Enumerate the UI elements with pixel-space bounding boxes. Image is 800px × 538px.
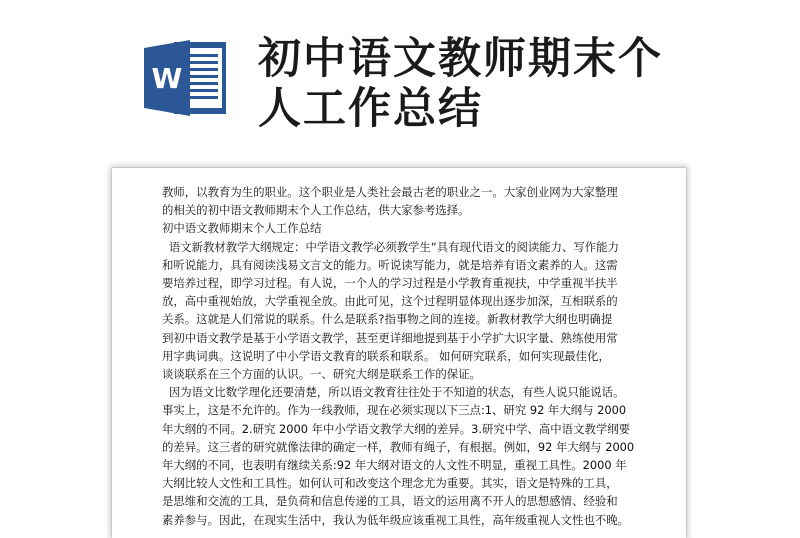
body-line: 年大纲的不同，也表明有继续关系:92 年大纲对语文的人文性不明显，重视工具性。2000 年 <box>162 458 627 473</box>
body-line: 大纲比较人文性和工具性。如何认可和改变这个理念尤为重要。其实，语文是特殊的工具， <box>162 476 618 491</box>
document-title <box>258 34 698 134</box>
word-document-icon <box>140 36 232 120</box>
body-line: 要培养过程，即学习过程。有人说，一个人的学习过程是小学教育重视扶，中学重视半扶半 <box>162 276 618 291</box>
document-body <box>162 183 642 529</box>
document-header <box>0 0 800 160</box>
body-line: 关系。这就是人们常说的联系。什么是联系?指事物之间的连接。新教材教学大纲也明确提 <box>162 312 613 327</box>
body-line: 语文新教材教学大纲规定：中学语文教学必须教学生“具有现代语文的阅读能力、写作能力 <box>168 239 619 254</box>
body-line: 是思维和交流的工具，是负荷和信息传递的工具，语文的运用离不开人的思想感情、经验和 <box>162 494 618 509</box>
body-line: 素养参与。因此，在现实生活中，我认为低年级应该重视工具性，高年级重视人文性也不晚。 <box>162 512 630 527</box>
body-line: 放，高中重视始放，大学重视全放。由此可见，这个过程明显体现出逐步加深，互相联系的 <box>162 294 618 309</box>
document-title-line-2: 人工作总结 <box>258 84 483 134</box>
body-line: 用字典词典。这说明了中小学语文教育的联系和联系。 如何研究联系，如何实现最佳化， <box>162 348 610 363</box>
word-icon-letter: W <box>151 62 183 95</box>
body-line: 的差异。这三者的研究就像法律的确定一样，教师有绳子，有根据。例如，92 年大纲与 2000 <box>162 439 635 454</box>
body-line: 因为语文比数学理化还要清楚，所以语文教育往往处于不知道的状态，有些人说只能说话。 <box>168 385 625 400</box>
body-line: 的相关的初中语文教师期末个人工作总结，供大家参考选择。 <box>162 203 470 218</box>
body-line: 事实上，这是不允许的。作为一线教师，现在必须实现以下三点:1、研究 92 年大纲与 2000 <box>162 403 627 418</box>
document-title-line-1: 初中语文教师期末个 <box>258 34 663 84</box>
body-line: 教师，以教育为生的职业。这个职业是人类社会最古老的职业之一。大家创业网为大家整理 <box>162 185 618 199</box>
section-heading: 初中语文教师期末个人工作总结 <box>162 221 322 236</box>
body-line: 年大纲的不同。2.研究 2000 年中小学语文教学大纲的差异。3.研究中学、高中语文教学纲要 <box>162 421 631 436</box>
body-line: 谈谈联系在三个方面的认识。一、研究大纲是联系工作的保证。 <box>162 367 481 382</box>
body-line: 到初中语文教学是基于小学语文教学，甚至更详细地提到基于小学扩大识字量、熟练使用常 <box>162 330 618 345</box>
body-line: 和听说能力，具有阅读浅易文言文的能力。听说读写能力，就是培养有语文素养的人。这需 <box>162 257 618 272</box>
